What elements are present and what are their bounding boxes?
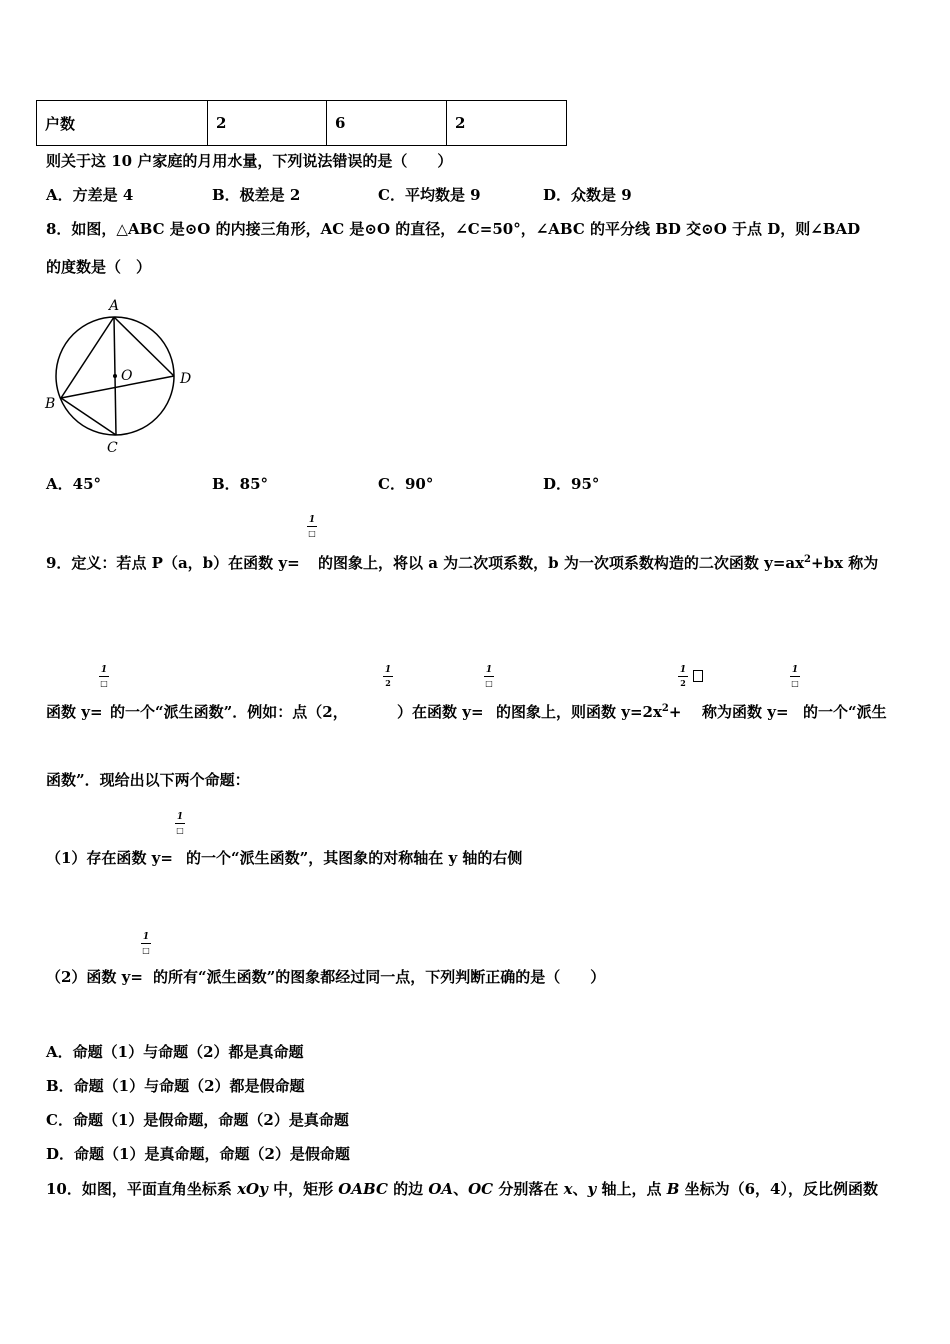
placeholder-box-icon [693,670,703,682]
q7-option-b: B．极差是 2 [212,186,301,204]
table-cell: 2 [208,101,327,146]
fraction-one-half: 1 2 [679,665,687,688]
fraction-one-over-x: 1 □ [485,665,493,688]
q9-line2-c: ）在函数 y= [397,703,484,721]
label-c: C [107,440,118,456]
q8-stem-line2: 的度数是（ ） [46,258,152,276]
q9-line1-part1: 9．定义：若点 P（a，b）在函数 y= [46,554,300,572]
q9-option-a: A．命题（1）与命题（2）都是真命题 [46,1043,304,1061]
fraction-one-over-x: 1 □ [176,812,184,835]
fraction-one-half: 1 2 [384,665,392,688]
q9-prop1-a: （1）存在函数 y= [46,849,173,867]
q8-option-b: B．85° [212,475,269,493]
q9-prop1-b: 的一个“派生函数”，其图象的对称轴在 y 轴的右侧 [186,849,523,867]
fraction-numerator: 1 [308,515,316,525]
q9-line2-f: 称为函数 y= [702,703,789,721]
table-cell-label: 户数 [37,101,208,146]
q9-option-c: C．命题（1）是假命题，命题（2）是真命题 [46,1111,349,1129]
q8-option-d: D．95° [543,475,600,493]
q8-option-a: A．45° [46,475,102,493]
q10-stem: 10．如图，平面直角坐标系 xOy 中，矩形 OABC 的边 OA、OC 分别落在 x、y 轴上，点 B 坐标为（6，4），反比例函数 [46,1180,878,1198]
fraction-one-over-x: 1 □ [142,932,150,955]
q9-line3: 函数”．现给出以下两个命题： [46,771,250,789]
q7-option-a: A．方差是 4 [46,186,134,204]
water-usage-table [36,100,567,146]
q7-option-d: D．众数是 9 [543,186,632,204]
fraction-one-over-x [306,515,318,538]
table-row [37,101,567,146]
q9-line2-a: 函数 y= [46,703,103,721]
q8-option-c: C．90° [378,475,434,493]
segment-bd [61,376,174,398]
q9-option-b: B．命题（1）与命题（2）都是假命题 [46,1077,305,1095]
fraction-one-over-x: 1 □ [100,665,108,688]
label-b: B [45,396,56,412]
label-a: A [109,298,120,314]
q9-option-d: D．命题（1）是真命题，命题（2）是假命题 [46,1145,350,1163]
table-cell: 2 [447,101,567,146]
table-cell: 6 [327,101,447,146]
q8-stem-line1: 8．如图，△ABC 是⊙O 的内接三角形，AC 是⊙O 的直径，∠C=50°，∠ABC 的平分线 BD 交⊙O 于点 D，则∠BAD [46,220,861,238]
center-point [113,374,117,378]
fraction-one-over-x: 1 □ [791,665,799,688]
label-o: O [121,368,133,384]
q9-line2-b: 的一个“派生函数”．例如：点（2， [110,703,348,721]
q9-line1-part2: 的图象上，将以 a 为二次项系数，b 为一次项系数构造的二次函数 $y=ax^2+bx$ 称为 [318,554,879,572]
q9-line2-d: 的图象上，则函数 $y=2x^2+$ [496,703,682,721]
fraction-denominator: □ [308,528,316,538]
q9-prop2-b: 的所有“派生函数”的图象都经过同一点，下列判断正确的是（ ） [153,968,606,986]
q7-stem: 则关于这 10 户家庭的月用水量，下列说法错误的是（ ） [46,152,453,170]
circle-figure [40,292,210,457]
q9-prop2-a: （2）函数 y= [46,968,143,986]
q9-line2-g: 的一个“派生 [803,703,887,721]
segment-ab [61,317,114,398]
q7-option-c: C．平均数是 9 [378,186,481,204]
label-d: D [180,371,192,387]
